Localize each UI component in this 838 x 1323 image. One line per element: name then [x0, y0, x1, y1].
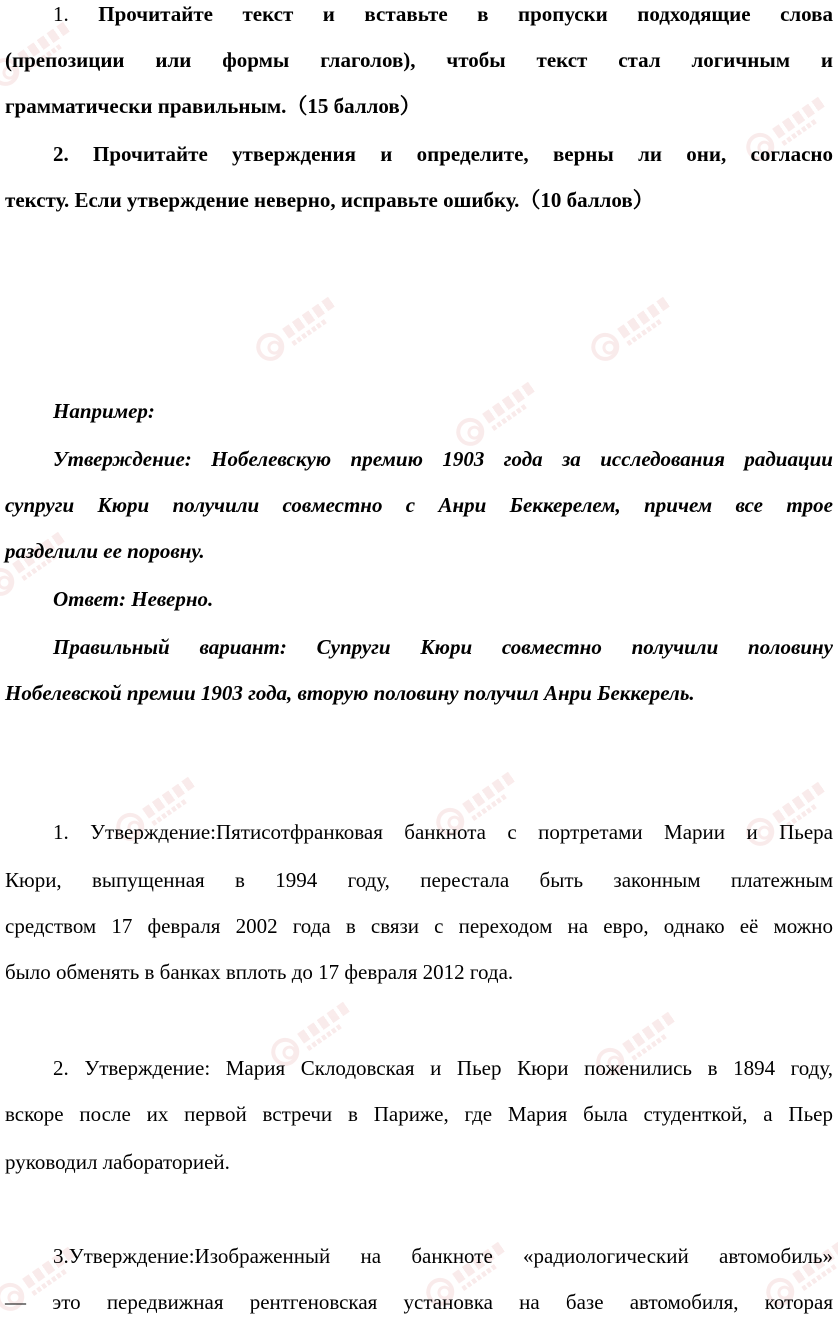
task-2-text-line-1: 2. Прочитайте утверждения и определите, верны ли они, согласно — [53, 142, 833, 166]
watermark-logo-icon — [248, 277, 361, 373]
statement-1-line-4: было обменять в банках вплоть до 17 февраля 2012 года. — [5, 960, 514, 984]
example-answer: Ответ: Неверно. — [53, 587, 214, 611]
task-1-number: 1. — [53, 2, 69, 26]
example-heading: Например: — [53, 399, 155, 423]
example-statement-line-2: супруги Кюри получили совместно с Анри Беккерелем, причем все трое — [5, 493, 833, 517]
example-statement-line-1: Утверждение: Нобелевскую премию 1903 года за исследования радиации — [53, 447, 833, 471]
statement-2-line-1: 2. Утверждение: Мария Склодовская и Пьер Кюри поженились в 1894 году, — [53, 1056, 833, 1080]
statement-1-line-3: средством 17 февраля 2002 года в связи с переходом на евро, однако её можно — [5, 914, 833, 938]
example-correct-line-2: Нобелевской премии 1903 года, вторую половину получил Анри Беккерель. — [5, 681, 695, 705]
task-1-line-1 — [5, 0, 833, 28]
statement-1-line-2: Кюри, выпущенная в 1994 году, перестала быть законным платежным — [5, 868, 833, 892]
statement-2-line-2: вскоре после их первой встречи в Париже, где Мария была студенткой, а Пьер — [5, 1102, 833, 1126]
statement-3-line-2: — это передвижная рентгеновская установка на базе автомобиля, которая — [5, 1290, 833, 1314]
task-1-text-line-1: Прочитайте текст и вставьте в пропуски подходящие слова — [98, 2, 833, 26]
task-1-text-line-2: (препозиции или формы глаголов), чтобы текст стал логичным и — [5, 48, 833, 72]
example-correct-line-1: Правильный вариант: Супруги Кюри совместно получили половину — [53, 635, 833, 659]
task-1-text-line-3: грамматически правильным.（15 баллов） — [5, 94, 421, 118]
task-2-text-line-2: тексту. Если утверждение неверно, исправьте ошибку.（10 баллов） — [5, 188, 654, 212]
watermark-logo-icon — [583, 277, 696, 373]
statement-2-line-3: руководил лабораторией. — [5, 1150, 230, 1174]
statement-1-line-1: 1. Утверждение:Пятисотфранковая банкнота с портретами Марии и Пьера — [53, 820, 833, 844]
statement-3-line-1: 3.Утверждение:Изображенный на банкноте «радиологический автомобиль» — [53, 1244, 833, 1268]
example-statement-line-3: разделили ее поровну. — [5, 539, 205, 563]
